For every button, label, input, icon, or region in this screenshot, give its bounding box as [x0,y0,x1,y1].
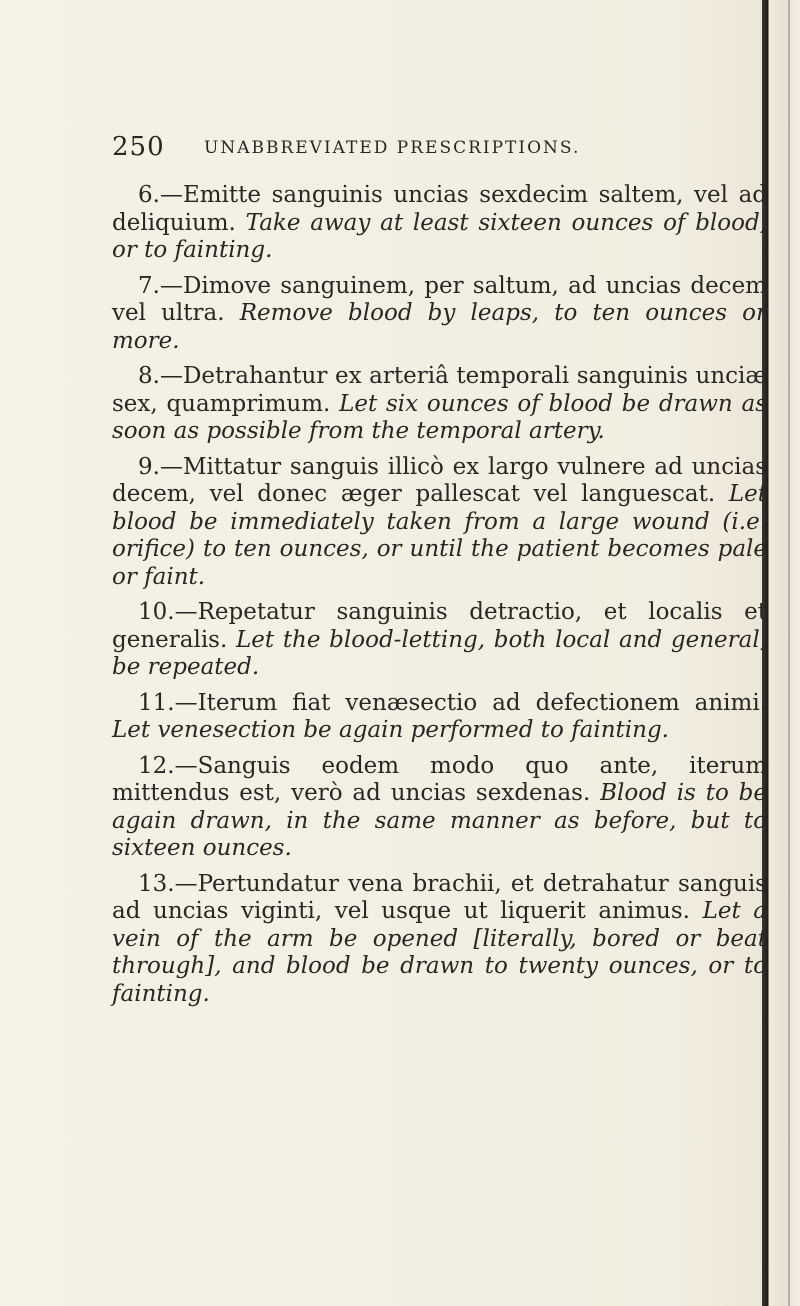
latin-text: —Dimove sanguinem, per saltum, ad uncias decem vel ultra. [112,272,767,326]
prescription-number: 11. [138,689,175,716]
prescription-number: 7. [138,272,160,299]
prescription-number: 6. [138,182,160,208]
prescription-12 [112,753,767,863]
prescription-list [112,182,767,1016]
prescription-11 [112,690,767,745]
english-translation: Let the blood-letting, both local and general, be repeated. [112,626,768,680]
page-header [112,132,752,172]
english-translation: Let six ounces of blood be drawn as soon as possible from the temporal artery. [112,390,768,444]
prescription-7 [112,273,767,356]
prescription-number: 9. [138,453,160,480]
page-number: 250 [112,132,165,162]
latin-text: —Repetatur sanguinis detractio, et localis et generalis. [112,599,767,653]
english-translation: Let venesection be again performed to fainting. [112,717,669,743]
latin-text: —Detrahantur ex arteriâ temporali sanguinis unciæ sex, quamprimum. [112,363,767,417]
english-translation: Remove blood by leaps, to ten ounces or more. [112,300,768,354]
prescription-13 [112,871,767,1009]
prescription-6 [112,182,767,265]
prescription-9 [112,454,767,592]
prescription-number: 8. [138,363,160,389]
english-translation: Blood is to be again drawn, in the same manner as before, but to sixteen ounces. [112,780,767,861]
english-translation: Take away at least sixteen ounces of blood, or to fainting. [112,209,768,263]
prescription-number: 10. [138,599,175,625]
latin-text: —Sanguis eodem modo quo ante, iterum mittendus est, verò ad uncias sexdenas. [112,752,767,806]
latin-text: —Emitte sanguinis uncias sexdecim saltem, vel ad deliquium. [112,182,767,236]
latin-text: —Mittatur sanguis illicò ex largo vulnere ad uncias decem, vel donec æger pallescat vel languescat. [112,453,767,507]
prescription-10 [112,599,767,682]
prescription-number: 12. [138,752,175,779]
latin-text: —Pertundatur vena brachii, et detrahatur sanguis ad uncias viginti, vel usque ut liquerit animus. [112,870,767,924]
binding-edge [762,0,800,1306]
running-head: UNABBREVIATED PRESCRIPTIONS. [204,138,581,158]
english-translation: Let blood be immediately taken from a large wound (i.e. orifice) to ten ounces, or until the patient becomes pale or faint. [112,481,768,590]
english-translation: Let a vein of the arm be opened [literally, bored or beat through], and blood be drawn to twenty ounces, or to fainting. [112,898,767,1007]
prescription-8 [112,363,767,446]
latin-text: —Iterum fiat venæsectio ad defectionem animi. [174,689,767,716]
prescription-number: 13. [138,870,175,897]
